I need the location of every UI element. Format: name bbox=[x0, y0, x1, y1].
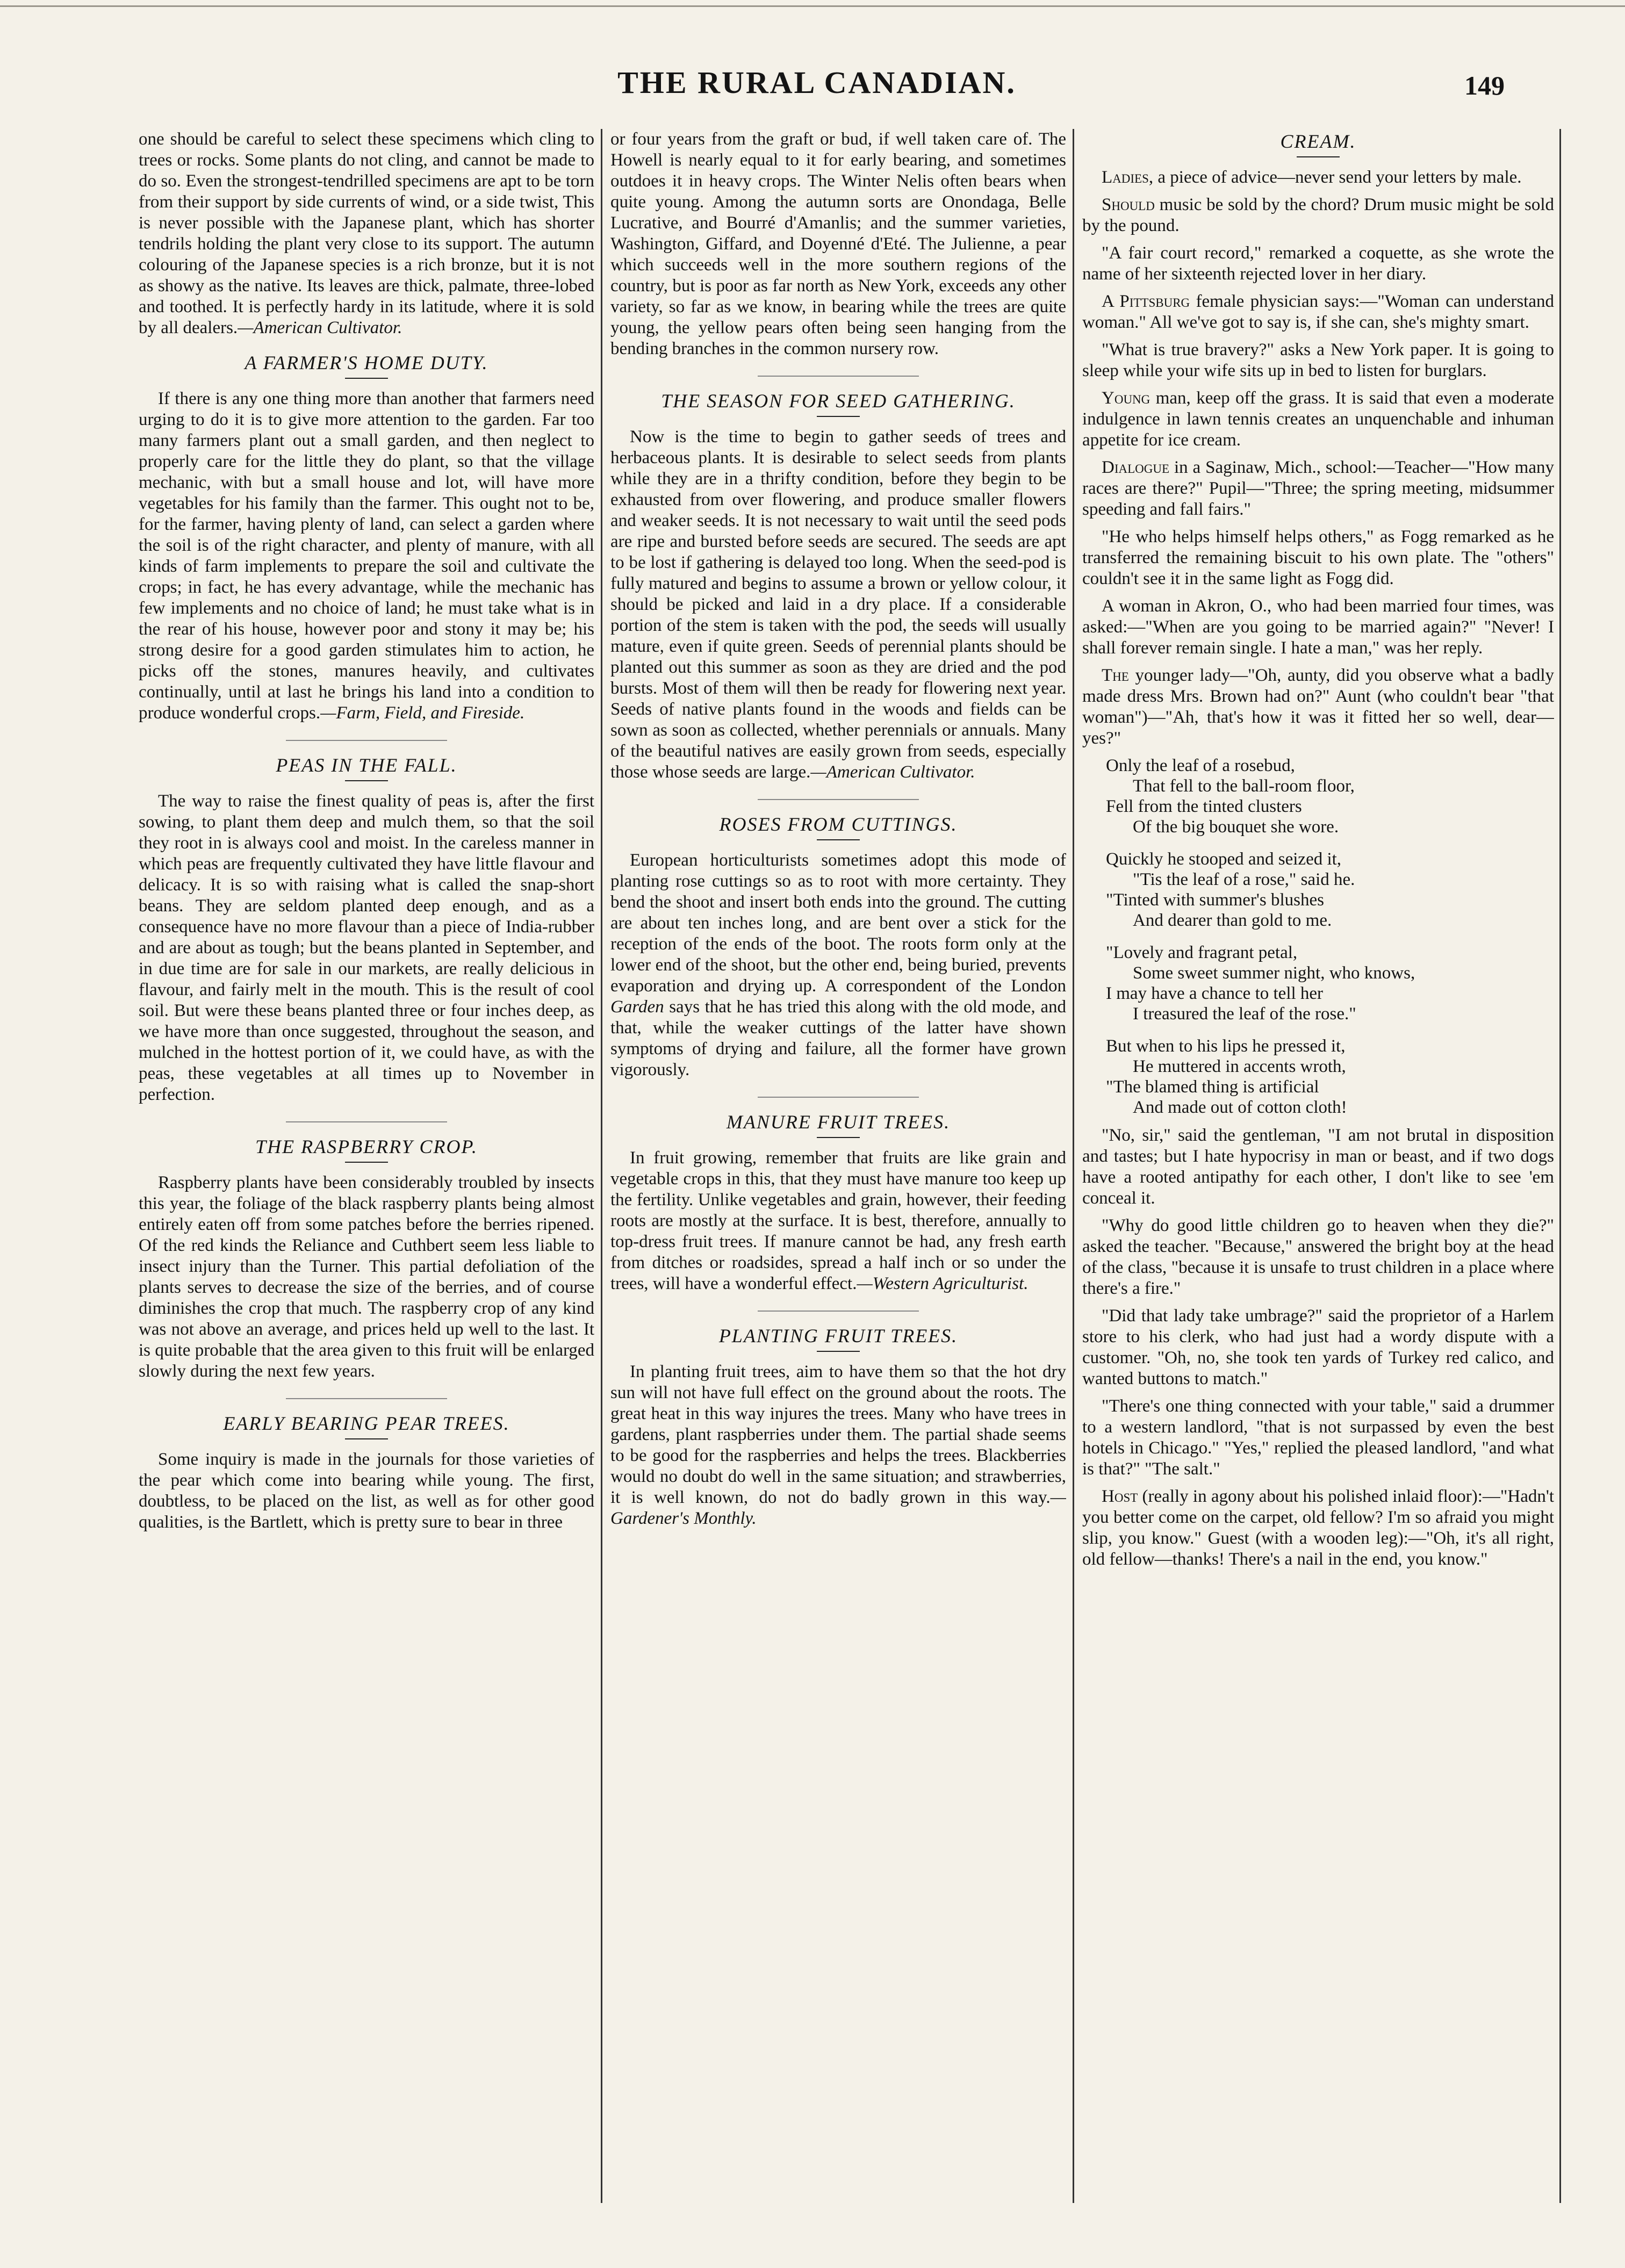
paragraph-text: , a piece of advice—never send your letters by male. bbox=[1148, 168, 1522, 187]
column-1 bbox=[139, 129, 594, 2251]
paragraph-text: music be sold by the chord? Drum music might be sold by the pound. bbox=[1082, 195, 1554, 235]
joke-paragraph bbox=[1082, 291, 1554, 333]
article-heading: MANURE FRUIT TREES. bbox=[726, 1111, 951, 1133]
joke-paragraph: "A fair court record," remarked a coquette, as she wrote the name of her sixteenth rejected lover in her diary. bbox=[1082, 243, 1554, 284]
joke-paragraph: "Why do good little children go to heaven when they die?" asked the teacher. "Because," answered the bright boy at the head of the class, "because it is unsafe to trust children in a place where there's a fire." bbox=[1082, 1216, 1554, 1298]
paragraph-text: Now is the time to begin to gather seeds of trees and herbaceous plants. It is desirable to select seeds from plants while they are in a thrifty condition, before they begin to be exhausted from over flowering, and produce smaller flowers and weaker seeds. It is not necessary to wait until the seed pods are ripe and bursted before seeds are secured. The seeds are apt to be lost if gathering is delayed too long. When the seed-pod is fully matured and begins to assume a brown or yellow colour, it should be picked and laid in a dry place. If a considerable portion of the stem is taken with the pod, the seeds will usually mature, even if quite green. Seeds of perennial plants should be planted out this summer as soon as they are dried and the pod bursts. Most of them will then be ready for flowering next year. Seeds of native plants found in the woods and fields can be sown as soon as collected, whether perennials or annuals. Many of the beautiful natives are easily grown from seeds, especially those whose seeds are large. bbox=[610, 427, 1066, 782]
source-credit: —Western Agriculturist. bbox=[857, 1274, 1029, 1293]
column-2 bbox=[610, 129, 1066, 2251]
article-paragraph bbox=[139, 129, 594, 339]
paragraph-text: younger lady—"Oh, aunty, did you observe what a badly made dress Mrs. Brown had on?" Aunt (who couldn't bear "that woman")—"Ah, that's how it was it fitted her so well, dear—yes?" bbox=[1082, 666, 1554, 748]
paragraph-text: In fruit growing, remember that fruits are like grain and vegetable crops in this, that they must have manure too keep up the fertility. Unlike vegetables and grain, however, their feeding roots are mostly at the surface. It is best, therefore, annually to top-dress fruit trees. If manure cannot be had, any fresh earth from ditches or roadsides, spread a half inch or so under the trees, will have a wonderful effect. bbox=[610, 1148, 1066, 1293]
paragraph-text: man, keep off the grass. It is said that even a moderate indulgence in lawn tennis creates an unquenchable and inhuman appetite for ice cream. bbox=[1082, 388, 1554, 450]
page-title: THE RURAL CANADIAN. bbox=[617, 65, 1016, 100]
article-paragraph bbox=[139, 388, 594, 724]
source-credit: —Gardener's Monthly. bbox=[610, 1488, 1066, 1528]
paragraph-text: one should be careful to select these specimens which cling to trees or rocks. Some plants do not cling, and cannot be made to do so. Even the strongest-tendrilled specimens are apt to be torn from their support by side currents of wind, or a side twist, This is never possible with the Japanese plant, which has shorter tendrils holding the plant very close to its support. The autumn colouring of the Japanese species is a rich bronze, but it is not as showy as the native. Its leaves are thick, palmate, three-lobed and toothed. It is perfectly hardy in its latitude, where it is sold by all dealers. bbox=[139, 129, 594, 337]
source-credit: —American Cultivator. bbox=[810, 762, 975, 782]
source-credit: —Farm, Field, and Fireside. bbox=[320, 703, 525, 723]
article-heading: PEAS IN THE FALL. bbox=[276, 754, 457, 776]
article-paragraph bbox=[610, 1362, 1066, 1529]
article-paragraph: or four years from the graft or bud, if well taken care of. The Howell is nearly equal to it for early bearing, and sometimes outdoes it in heavy crops. The Winter Nelis often bears when quite young. Among the autumn sorts are Onondaga, Belle Lucrative, and Bourré d'Amanlis; and the summer varieties, Washington, Giffard, and Doyenné d'Eté. The Julienne, a pear which succeeds well in the more southern regions of the country, but is poor as far north as New York, exceeds any other variety, so far as we know, in bearing while the trees are quite young, the yellow pears often being seen hanging from the bending branches in the common nursery row. bbox=[610, 129, 1066, 358]
article-paragraph bbox=[610, 850, 1066, 1081]
lead-word: The bbox=[1102, 666, 1129, 685]
poem-line: I may have a chance to tell her bbox=[1106, 984, 1324, 1003]
heading-rule bbox=[345, 780, 388, 781]
joke-paragraph bbox=[1082, 195, 1554, 236]
lead-word: Young bbox=[1102, 388, 1151, 408]
poem-line: "Lovely and fragrant petal, bbox=[1106, 943, 1298, 962]
page-number: 149 bbox=[1464, 70, 1505, 100]
joke-paragraph: "He who helps himself helps others," as Fogg remarked as he transferred the remaining biscuit to his own plate. The "others" couldn't see it in the same light as Fogg did. bbox=[1082, 527, 1554, 588]
joke-paragraph bbox=[1082, 1486, 1554, 1570]
heading-rule bbox=[345, 378, 388, 379]
article-separator bbox=[758, 376, 919, 377]
poem-line: And dearer than gold to me. bbox=[1133, 911, 1332, 930]
article-heading: ROSES FROM CUTTINGS. bbox=[719, 813, 958, 835]
article-paragraph: Some inquiry is made in the journals for those varieties of the pear which come into bearing while young. The first, doubtless, to be placed on the list, as well as for other good qualities, is the Bartlett, which is pretty sure to bear in three bbox=[139, 1450, 594, 1532]
joke-paragraph: "No, sir," said the gentleman, "I am not brutal in disposition and tastes; but I hate hypocrisy in man or beast, and if two dogs have a rooted antipathy for each other, I don't like to see 'em conceal it. bbox=[1082, 1126, 1554, 1208]
column-3 bbox=[1082, 129, 1554, 2251]
article-separator bbox=[758, 1311, 919, 1312]
top-rule bbox=[0, 5, 1625, 7]
heading-rule bbox=[345, 1162, 388, 1163]
heading-rule bbox=[817, 1351, 860, 1352]
joke-paragraph bbox=[1082, 167, 1554, 188]
joke-paragraph: "Did that lady take umbrage?" said the proprietor of a Harlem store to his clerk, who had just had a wordy dispute with a customer. "Oh, no, she took ten yards of Turkey red calico, and wanted buttons to match." bbox=[1082, 1306, 1554, 1388]
joke-paragraph: "There's one thing connected with your table," said a drummer to a western landlord, "that is not surpassed by even the best hotels in Chicago." "Yes," replied the pleased landlord, "and what is that?" "The salt." bbox=[1082, 1396, 1554, 1479]
poem-line: Only the leaf of a rosebud, bbox=[1106, 756, 1295, 775]
poem-line: Fell from the tinted clusters bbox=[1106, 797, 1302, 816]
heading-rule bbox=[345, 1438, 388, 1439]
paragraph-text: European horticulturists sometimes adopt this mode of planting rose cuttings so as to root with more certainty. They bend the shoot and insert both ends into the ground. The cutting are about ten inches long, and are bent over a stick for the reception of the ends of the boot. The roots form only at the lower end of the shoot, but the other end, being buried, prevents evaporation and drying up. A correspondent of the London bbox=[610, 851, 1066, 996]
lead-word: Host bbox=[1102, 1487, 1138, 1506]
lead-word: Ladies bbox=[1102, 168, 1149, 187]
joke-paragraph bbox=[1082, 457, 1554, 520]
article-heading: EARLY BEARING PEAR TREES. bbox=[223, 1413, 510, 1434]
article-separator bbox=[286, 1398, 447, 1399]
poem-line: Some sweet summer night, who knows, bbox=[1133, 963, 1415, 983]
heading-rule bbox=[1297, 156, 1340, 157]
paragraph-text: In planting fruit trees, aim to have them so that the hot dry sun will not have full effect on the ground about the roots. The great heat in this way injures the trees. Many who have trees in gardens, plant raspberries under them. The partial shade seems to be good for the raspberries and helps the trees. Blackberries would no doubt do well in the same situation; and strawberries, it is well known, do not do badly grown in this way. bbox=[610, 1362, 1066, 1507]
paragraph-text: says that he has tried this along with the old mode, and that, while the weaker cuttings of the latter have shown symptoms of drying and failure, all the former have grown vigorously. bbox=[610, 997, 1066, 1079]
heading-rule bbox=[817, 416, 860, 417]
joke-paragraph: "What is true bravery?" asks a New York paper. It is going to sleep while your wife sits up in bed to listen for burglars. bbox=[1082, 340, 1554, 380]
paragraph-text: A bbox=[1102, 292, 1120, 311]
column-divider bbox=[1073, 129, 1074, 2203]
article-heading: THE SEASON FOR SEED GATHERING. bbox=[661, 390, 1016, 412]
article-heading: THE RASPBERRY CROP. bbox=[255, 1136, 478, 1157]
paragraph-text: If there is any one thing more than another that farmers need urging to do it is to give more attention to the garden. Far too many farmers plant out a small garden, and then neglect to properly care for the little they do plant, so that the village mechanic, with but a small house and lot, will have more vegetables for his family than the farmer. This ought not to be, for the farmer, having plenty of land, can select a garden where the soil is of the right character, and plenty of manure, with all kinds of farm implements to prepare the soil and cultivate the crops; in fact, he has every advantage, while the mechanic has few implements and no choice of land; he must take what is in the rear of his house, however poor and stony it may be; his strong desire for a good garden stimulates him to action, he picks off the stones, manures heavily, and cultivates continually, until at last he brings his land into a condition to produce wonderful crops. bbox=[139, 389, 594, 723]
lead-word: Should bbox=[1102, 195, 1155, 214]
poem-line: That fell to the ball-room floor, bbox=[1133, 776, 1355, 796]
article-separator bbox=[758, 1097, 919, 1098]
column-divider bbox=[601, 129, 602, 2203]
article-heading: PLANTING FRUIT TREES. bbox=[718, 1325, 958, 1347]
article-heading: CREAM. bbox=[1280, 131, 1356, 152]
poem-line: I treasured the leaf of the rose." bbox=[1133, 1004, 1356, 1024]
paragraph-text: female physician says:—"Woman can understand woman." All we've got to say is, if she can, she's mighty smart. bbox=[1082, 292, 1554, 332]
heading-rule bbox=[817, 839, 860, 840]
article-paragraph bbox=[610, 427, 1066, 783]
paragraph-text: in a Saginaw, Mich., school:—Teacher—"How many races are there?" Pupil—"Three; the spring meeting, midsummer speeding and fall fairs." bbox=[1082, 458, 1554, 519]
poem-line: "Tinted with summer's blushes bbox=[1106, 890, 1324, 910]
article-paragraph: The way to raise the finest quality of peas is, after the first sowing, to plant them deep and mulch them, so that the soil they root in is always cool and moist. In the careless manner in which peas are frequently cultivated they have little flavour and delicacy. It is so with raising what is called the snap-short beans. They are seldom planted deep enough, and as a consequence have no more flavour than a piece of India-rubber and are about as tough; but the beans planted in September, and in due time are for sale in our markets, are really delicious in flavour, and fairly melt in the mouth. This is the result of cool soil. But were these beans planted three or four inches deep, as we have more than once suggested, throughout the season, and mulched in the hottest portion of it, we could have, as with the peas, these vegetables at all times up to November in perfection. bbox=[139, 791, 594, 1104]
poem-line: "Tis the leaf of a rose," said he. bbox=[1133, 870, 1355, 889]
article-paragraph: Raspberry plants have been considerably troubled by insects this year, the foliage of the black raspberry plants being almost entirely eaten off from some patches before the berries ripened. Of the red kinds the Reliance and Cuthbert seem less liable to insect injury than the Turner. This partial defoliation of the plants serves to decrease the size of the berries, and of course diminishes the crop that much. The raspberry crop of any kind was not above an average, and prices held up well to the last. It is quite probable that the area given to this fruit will be enlarged slowly during the next few years. bbox=[139, 1173, 594, 1381]
poem bbox=[1106, 755, 1554, 1118]
poem-line: He muttered in accents wroth, bbox=[1133, 1057, 1346, 1076]
column-divider bbox=[1559, 129, 1561, 2203]
paragraph-text: (really in agony about his polished inlaid floor):—"Hadn't you better come on the carpet, old fellow? I'm so afraid you might slip, you know." Guest (with a wooden leg):—"Oh, it's all right, old fellow—thanks! There's a nail in the end, you know." bbox=[1082, 1487, 1554, 1569]
publication-name: Garden bbox=[610, 997, 664, 1017]
poem-line: Of the big bouquet she wore. bbox=[1133, 817, 1339, 837]
joke-paragraph: A woman in Akron, O., who had been married four times, was asked:—"When are you going to be married again?" "Never! I shall forever remain single. I hate a man," was her reply. bbox=[1082, 596, 1554, 658]
poem-line: And made out of cotton cloth! bbox=[1133, 1098, 1347, 1117]
lead-word: Pittsburg bbox=[1119, 292, 1190, 311]
article-separator bbox=[286, 740, 447, 741]
article-separator bbox=[758, 799, 919, 800]
poem-line: "The blamed thing is artificial bbox=[1106, 1077, 1319, 1097]
source-credit: —American Cultivator. bbox=[238, 318, 402, 337]
masthead bbox=[129, 60, 1505, 119]
article-paragraph bbox=[610, 1148, 1066, 1294]
poem-line: Quickly he stooped and seized it, bbox=[1106, 849, 1342, 869]
joke-paragraph bbox=[1082, 388, 1554, 451]
article-separator bbox=[286, 1121, 447, 1122]
lead-word: Dialogue bbox=[1102, 458, 1170, 477]
heading-rule bbox=[817, 1137, 860, 1138]
joke-paragraph bbox=[1082, 665, 1554, 749]
poem-line: But when to his lips he pressed it, bbox=[1106, 1036, 1346, 1056]
article-heading: A FARMER'S HOME DUTY. bbox=[245, 352, 488, 373]
